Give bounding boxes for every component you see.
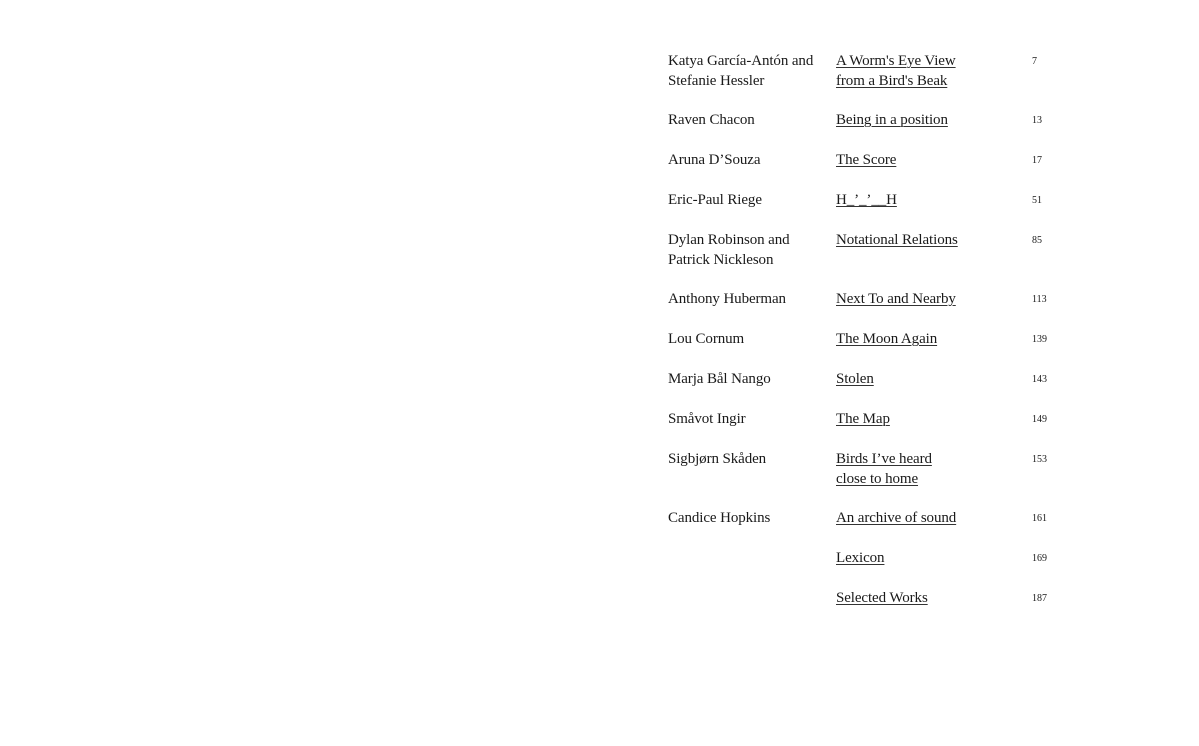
toc-title-link[interactable]: Lexicon [836, 550, 885, 566]
toc-page-number: 113 [1032, 294, 1047, 305]
toc-title-link[interactable]: The Score [836, 152, 897, 168]
toc-entry [668, 548, 1068, 569]
toc-title-link[interactable]: Selected Works [836, 590, 928, 606]
toc-entry [668, 449, 1068, 489]
toc-entry [668, 289, 1068, 310]
toc-title-link[interactable]: A Worm's Eye View from a Bird's Beak [836, 53, 956, 89]
toc-author: Aruna D’Souza [668, 152, 761, 168]
toc-page-number: 187 [1032, 593, 1047, 604]
toc-title-link[interactable]: H_’_’__H [836, 192, 897, 208]
toc-title[interactable] [836, 548, 1032, 568]
toc-title[interactable] [836, 449, 956, 489]
toc-author: Candice Hopkins [668, 510, 771, 526]
toc-entry [668, 190, 1068, 211]
toc-author: Raven Chacon [668, 112, 755, 128]
toc-author: Anthony Huberman [668, 291, 786, 307]
toc-author: Småvot Ingir [668, 411, 746, 427]
toc-title[interactable] [836, 409, 1032, 429]
toc-page-number: 13 [1032, 115, 1042, 126]
toc-title[interactable] [836, 190, 1032, 210]
toc-title-link[interactable]: Next To and Nearby [836, 291, 956, 307]
toc-title[interactable] [836, 329, 1032, 349]
toc-title-link[interactable]: Being in a position [836, 112, 948, 128]
toc-page-number: 7 [1032, 56, 1037, 67]
toc-page-number: 17 [1032, 155, 1042, 166]
toc-title[interactable] [836, 51, 976, 91]
toc-title[interactable] [836, 588, 1032, 608]
toc-entry [668, 51, 1068, 91]
table-of-contents [668, 51, 1068, 628]
toc-author: Eric-Paul Riege [668, 192, 762, 208]
toc-entry [668, 230, 1068, 270]
toc-page-number: 169 [1032, 553, 1047, 564]
toc-entry [668, 409, 1068, 430]
toc-title-link[interactable]: Notational Relations [836, 232, 958, 248]
toc-title-link[interactable]: Birds I’ve heard close to home [836, 451, 932, 487]
toc-page-number: 85 [1032, 235, 1042, 246]
toc-title[interactable] [836, 508, 1032, 528]
toc-entry [668, 508, 1068, 529]
toc-entry [668, 369, 1068, 390]
toc-page-number: 161 [1032, 513, 1047, 524]
toc-title-link[interactable]: An archive of sound [836, 510, 957, 526]
toc-author: Marja Bål Nango [668, 371, 771, 387]
toc-entry [668, 110, 1068, 131]
toc-author: Sigbjørn Skåden [668, 451, 767, 467]
toc-title[interactable] [836, 150, 1032, 170]
toc-author: Lou Cornum [668, 331, 745, 347]
toc-title-link[interactable]: The Map [836, 411, 890, 427]
toc-page-number: 143 [1032, 374, 1047, 385]
toc-title[interactable] [836, 110, 1032, 130]
toc-page-number: 51 [1032, 195, 1042, 206]
toc-entry [668, 150, 1068, 171]
toc-author: Katya García-Antón and Stefanie Hessler [668, 53, 814, 89]
toc-page-number: 153 [1032, 454, 1047, 465]
toc-author: Dylan Robinson and Patrick Nickleson [668, 232, 790, 268]
toc-title[interactable] [836, 369, 1032, 389]
toc-title[interactable] [836, 230, 1032, 250]
toc-title-link[interactable]: Stolen [836, 371, 874, 387]
toc-page-number: 149 [1032, 414, 1047, 425]
toc-title-link[interactable]: The Moon Again [836, 331, 938, 347]
toc-entry [668, 588, 1068, 609]
toc-entry [668, 329, 1068, 350]
toc-title[interactable] [836, 289, 1032, 309]
toc-page-number: 139 [1032, 334, 1047, 345]
